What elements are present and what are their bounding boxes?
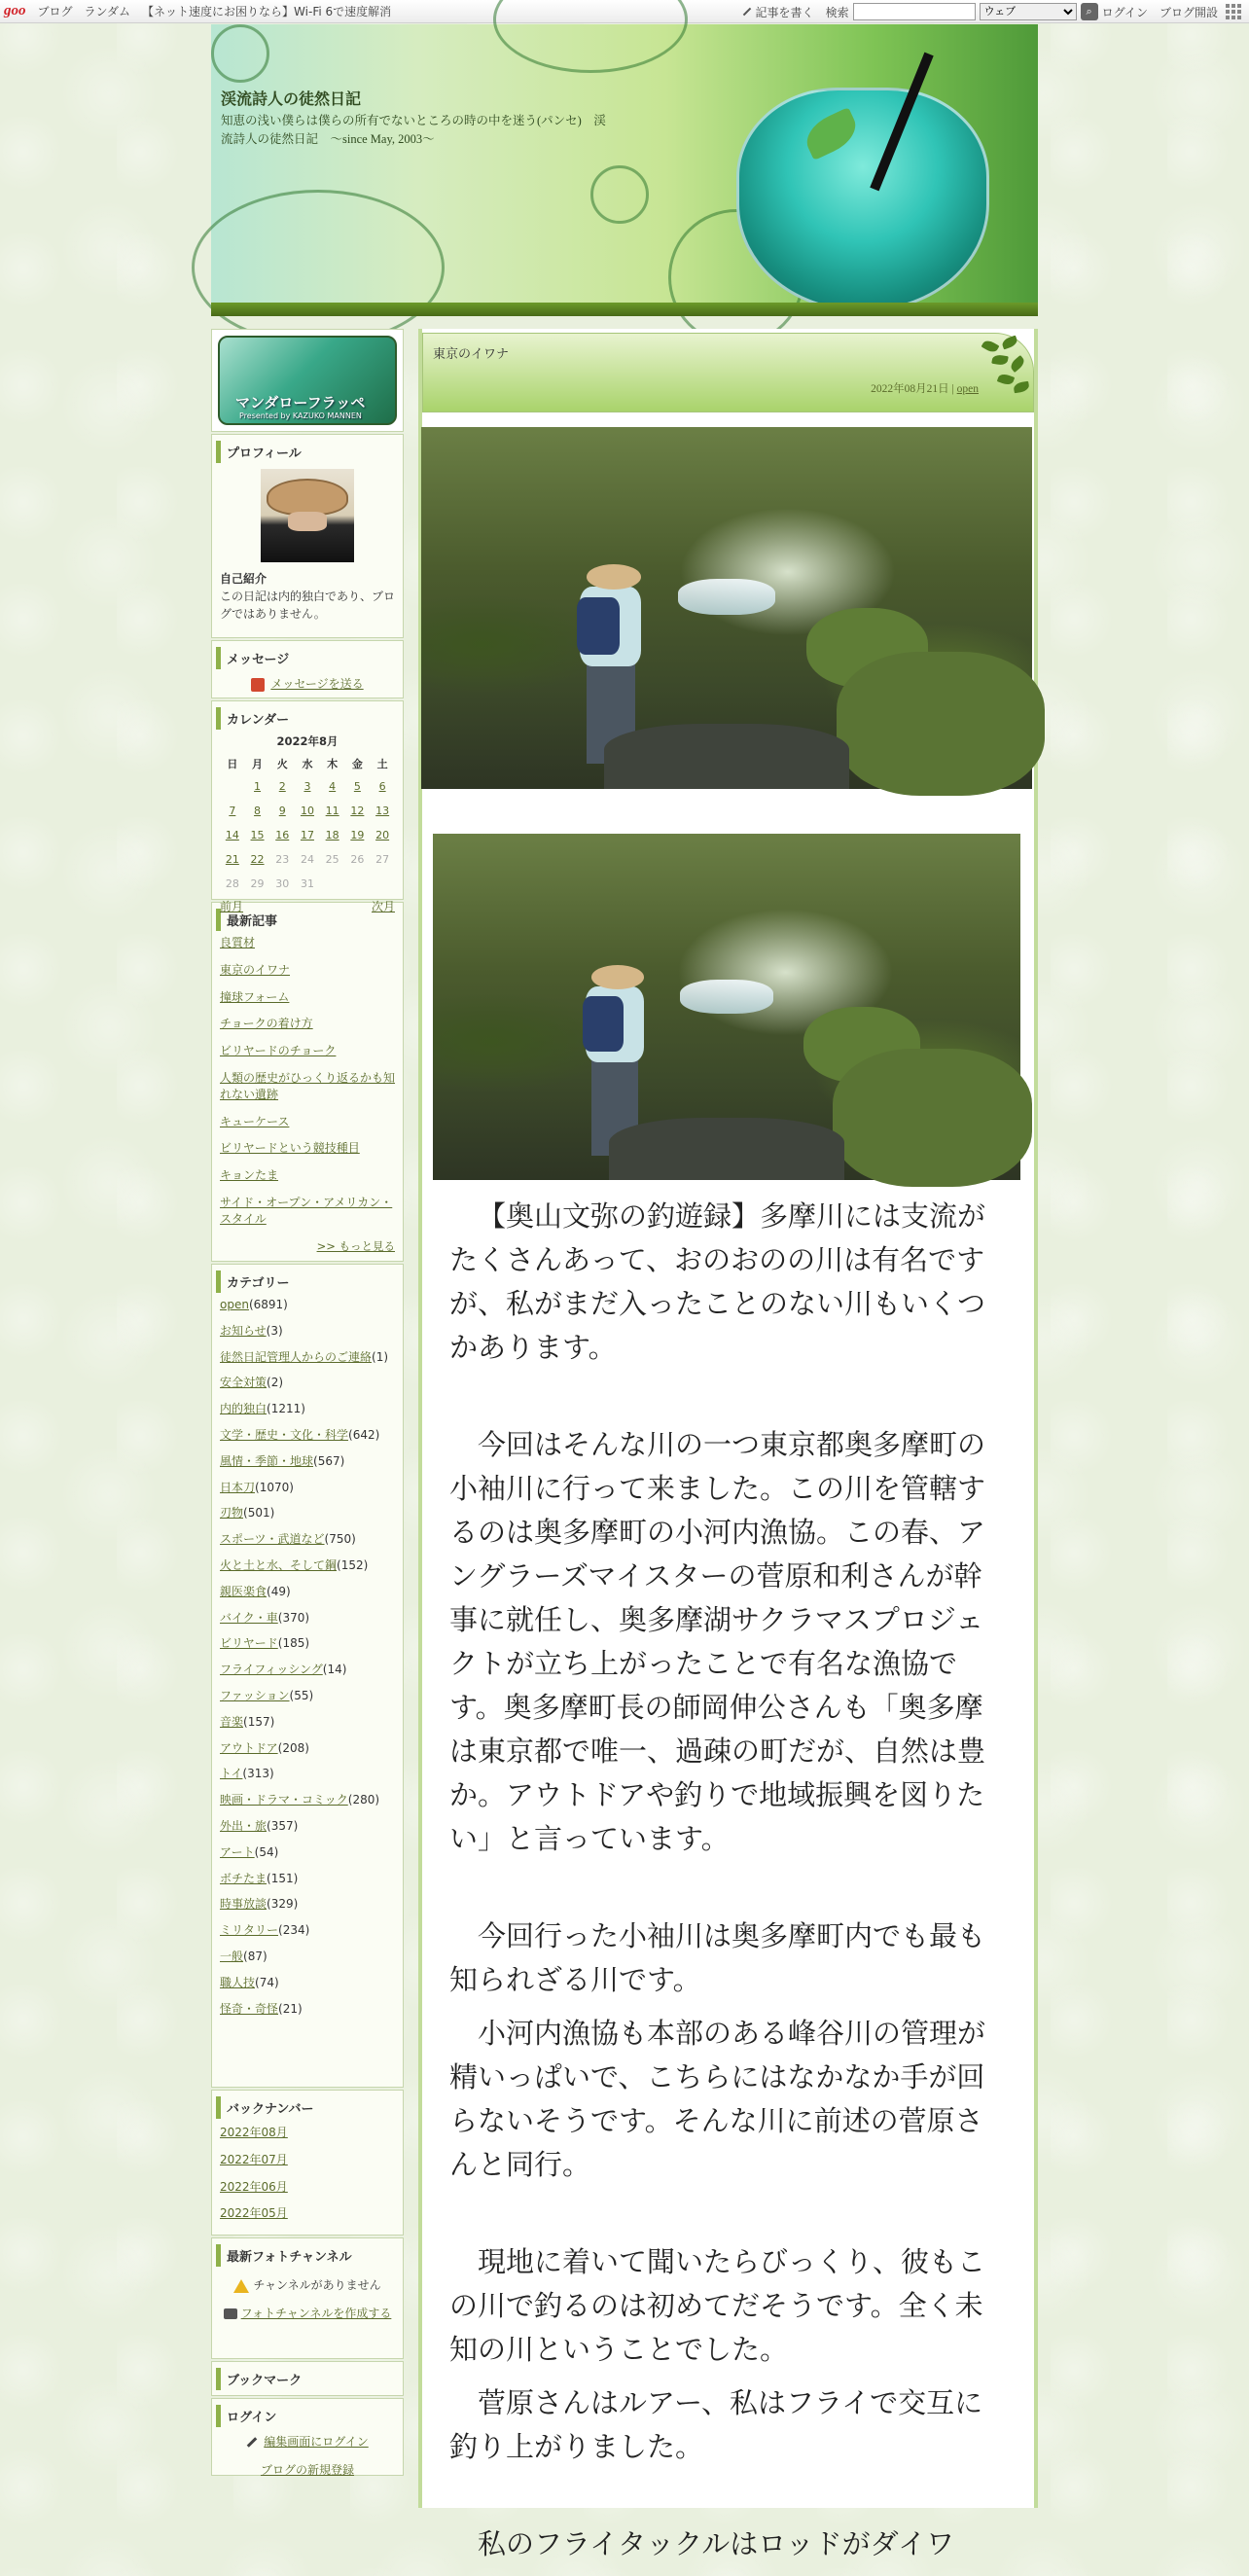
calendar-table — [220, 733, 395, 896]
category-link[interactable]: 親医楽食 — [220, 1584, 268, 1598]
calendar-box — [211, 700, 404, 913]
recent-article-link[interactable]: 東京のイワナ — [220, 962, 291, 977]
meta-separator: | — [951, 383, 954, 395]
calendar-day — [320, 872, 345, 896]
blog-description: 知恵の浅い僕らは僕らの所有でないところの時の中を迷う(パンセ) 渓流詩人の徒然日記 ～since May, 2003～ — [221, 114, 606, 146]
calendar-weekday: 木 — [327, 758, 339, 770]
search-label: 検索 — [825, 5, 849, 19]
category-item — [220, 1949, 395, 1965]
article-paragraph: 今回はそんな川の一つ東京都奥多摩町の小袖川に行って来ました。この川を管轄するのは奥多摩町の小河内漁協。この春、アングラーズマイスターの菅原和利さんが幹事に就任し、奥多摩湖サクラマスプロジェクトが立ち上がったことで有名な漁協です。奥多摩町長の師岡伸公さんも「奥多摩は東京都で唯一、過疎の町だが、自然は豊か。アウトドアや釣りで地域振興を図りたい」と言っています。 — [449, 1428, 986, 1855]
calendar-day[interactable]: 17 — [300, 829, 314, 841]
calendar-day[interactable]: 20 — [375, 829, 390, 841]
category-item — [220, 1635, 395, 1652]
calendar-day[interactable]: 4 — [329, 780, 337, 793]
category-item — [220, 1844, 395, 1861]
category-item — [220, 2001, 395, 2018]
article-paragraph: 菅原さんはルアー、私はフライで交互に釣り上がりました。 — [449, 2386, 983, 2463]
paragraph-spacer — [449, 1379, 994, 1423]
calendar-day: 27 — [375, 853, 390, 866]
category-count: (74) — [255, 1975, 279, 1989]
paragraph-spacer — [449, 1871, 994, 1914]
backnumber-box — [211, 2090, 404, 2236]
calendar-day: 29 — [250, 877, 265, 890]
category-count: (370) — [277, 1610, 310, 1625]
category-count: (1) — [372, 1349, 389, 1364]
category-item — [220, 1610, 395, 1627]
category-link[interactable]: 怪奇・奇怪 — [220, 2001, 279, 2016]
category-link[interactable]: 安全対策 — [220, 1376, 268, 1390]
category-item — [220, 1453, 395, 1470]
register-blog-link[interactable]: ブログの新規登録 — [260, 2463, 354, 2477]
article-paragraph: 現地に着いて聞いたらびっくり、彼もこの川で釣るのは初めてだそうです。全く未知の川ということでした。 — [449, 2245, 986, 2366]
category-item — [220, 1766, 395, 1782]
calendar-day: 24 — [300, 853, 314, 866]
category-count: (501) — [243, 1506, 275, 1521]
category-link[interactable]: 映画・ドラマ・コミック — [220, 1793, 348, 1807]
calendar-day — [220, 774, 245, 799]
calendar-day: 28 — [225, 877, 239, 890]
calendar-day: 26 — [350, 853, 365, 866]
profile-intro-label: 自己紹介 — [220, 572, 268, 586]
category-count: (151) — [267, 1871, 299, 1885]
pen-icon — [247, 2437, 258, 2448]
camera-icon — [224, 2308, 237, 2319]
article-paragraph: 今回行った小袖川は奥多摩町内でも最も知られざる川です。 — [449, 1919, 986, 1996]
mail-icon — [251, 678, 265, 692]
entry-title[interactable]: 東京のイワナ — [433, 346, 510, 361]
create-photo-channel-link[interactable]: フォトチャンネルを作成する — [240, 2307, 392, 2320]
category-item — [220, 1557, 395, 1574]
category-item — [220, 1818, 395, 1835]
blog-header-banner — [211, 24, 1038, 316]
profile-heading: プロフィール — [216, 441, 399, 463]
send-message-link[interactable]: メッセージを送る — [270, 677, 364, 691]
pen-icon — [742, 8, 750, 16]
photo-channel-box — [211, 2237, 404, 2359]
lace-decoration — [590, 165, 649, 224]
profile-box — [211, 434, 404, 638]
toolbar-link-random[interactable]: ランダム — [84, 5, 131, 18]
leaf-decoration-icon — [973, 334, 1031, 398]
category-item — [220, 1792, 395, 1808]
recent-article-link[interactable]: キューケース — [220, 1114, 290, 1128]
stream-photo — [433, 834, 1020, 1180]
category-link[interactable]: 音楽 — [220, 1714, 244, 1729]
blog-title[interactable]: 渓流詩人の徒然日記 — [221, 91, 362, 108]
lace-decoration — [211, 24, 269, 83]
goo-logo[interactable]: goo — [4, 3, 26, 18]
recent-article-link[interactable]: サイド・オープン・アメリカン・スタイル — [220, 1195, 393, 1226]
category-link[interactable]: 徒然日記管理人からのご連絡 — [220, 1349, 373, 1364]
category-count: (55) — [289, 1688, 314, 1702]
edit-login-link[interactable]: 編集画面にログイン — [264, 2435, 369, 2449]
calendar-month: 2022年8月 — [276, 734, 339, 748]
article-paragraph: 【奥山文弥の釣遊録】多摩川には支流がたくさんあって、おのおのの川は有名ですが、私がまだ入ったことのない川もいくつかあります。 — [449, 1199, 986, 1364]
calendar-day — [345, 872, 371, 896]
search-input[interactable] — [853, 3, 976, 20]
category-count: (14) — [322, 1663, 347, 1677]
calendar-next-link[interactable]: 次月 — [371, 900, 395, 913]
category-item — [220, 1323, 395, 1340]
calendar-weekday: 土 — [376, 758, 388, 770]
category-link[interactable]: 職人技 — [220, 1975, 256, 1989]
category-count: (280) — [347, 1793, 380, 1807]
article-paragraph: 小河内漁協も本部のある峰谷川の管理が精いっぱいで、こちらにはなかなか手が回らないそうです。そんな川に前述の菅原さんと同行。 — [449, 2017, 986, 2181]
category-count: (21) — [278, 2001, 303, 2016]
open-blog-link[interactable]: ブログ開設 — [1159, 5, 1218, 19]
login-heading: ログイン — [216, 2405, 399, 2427]
category-item — [220, 1375, 395, 1391]
category-count: (750) — [324, 1532, 356, 1547]
calendar-day[interactable]: 15 — [250, 829, 265, 841]
recent-article-link[interactable]: ビリヤードのチョーク — [220, 1044, 337, 1058]
calendar-day[interactable]: 6 — [378, 780, 386, 793]
warning-icon — [233, 2279, 249, 2293]
category-count: (54) — [254, 1844, 279, 1859]
category-link[interactable]: ファッション — [220, 1688, 290, 1702]
toolbar-link-blog[interactable]: ブログ — [37, 5, 73, 18]
category-count: (185) — [277, 1636, 310, 1651]
calendar-weekday: 水 — [302, 758, 313, 770]
article-body — [449, 1195, 994, 2576]
category-item — [220, 1349, 395, 1366]
calendar-prev-link[interactable]: 前月 — [220, 900, 244, 913]
category-item — [220, 1427, 395, 1444]
calendar-day[interactable]: 2 — [278, 780, 286, 793]
apps-grid-icon[interactable] — [1226, 4, 1241, 19]
category-count: (642) — [348, 1427, 380, 1442]
search-button[interactable]: ⌕ — [1081, 3, 1098, 20]
recent-article-link[interactable]: キョンたま — [220, 1168, 279, 1183]
calendar-day[interactable]: 21 — [225, 853, 239, 866]
recent-articles-box — [211, 902, 404, 1262]
category-link[interactable]: 内的独白 — [220, 1402, 268, 1416]
category-item — [220, 1975, 395, 1991]
calendar-day[interactable]: 8 — [254, 805, 262, 817]
more-articles-link[interactable]: >> もっと見る — [316, 1238, 395, 1253]
category-count: (329) — [267, 1897, 299, 1912]
backnumber-link[interactable]: 2022年06月 — [220, 2179, 288, 2194]
category-item — [220, 1688, 395, 1704]
calendar-weekday: 月 — [252, 758, 264, 770]
category-item — [220, 1922, 395, 1939]
category-link[interactable]: アウトドア — [220, 1740, 278, 1755]
calendar-day[interactable]: 19 — [350, 829, 365, 841]
category-item — [220, 1297, 395, 1313]
photo-channel-heading: 最新フォトチャンネル — [216, 2244, 399, 2267]
paragraph-spacer — [449, 2479, 994, 2522]
calendar-day: 25 — [325, 853, 339, 866]
no-channel-text: チャンネルがありません — [253, 2278, 381, 2292]
category-link[interactable]: 外出・旅 — [220, 1818, 268, 1833]
category-item — [220, 1584, 395, 1600]
calendar-day[interactable]: 13 — [375, 805, 390, 817]
category-count: (6891) — [248, 1298, 288, 1311]
calendar-day[interactable]: 18 — [325, 829, 339, 841]
category-count: (234) — [278, 1923, 310, 1938]
login-box — [211, 2398, 404, 2476]
category-count: (3) — [266, 1323, 283, 1338]
category-link[interactable]: 文学・歴史・文化・科学 — [220, 1427, 349, 1442]
category-count: (87) — [243, 1949, 268, 1963]
category-link[interactable]: スポーツ・武道など — [220, 1532, 325, 1547]
calendar-day: 31 — [300, 877, 314, 890]
category-count: (152) — [337, 1557, 369, 1572]
category-count: (157) — [243, 1714, 275, 1729]
category-item — [220, 1740, 395, 1757]
paragraph-spacer — [449, 2197, 994, 2240]
recent-heading: 最新記事 — [216, 909, 399, 931]
stream-photo-large — [421, 427, 1032, 789]
category-link[interactable]: 日本刀 — [220, 1480, 256, 1494]
backnumber-link[interactable]: 2022年07月 — [220, 2152, 288, 2166]
category-box — [211, 1264, 404, 2088]
header-bottom-bar — [211, 303, 1038, 316]
entry-meta — [871, 380, 979, 396]
category-link[interactable]: 火と土と水、そして鋼 — [220, 1557, 338, 1572]
category-link[interactable]: open — [220, 1298, 249, 1311]
category-link[interactable]: フライフィッシング — [220, 1663, 323, 1677]
calendar-day[interactable]: 3 — [303, 780, 311, 793]
category-item — [220, 1505, 395, 1521]
backnumber-link[interactable]: 2022年08月 — [220, 2126, 288, 2139]
category-count: (567) — [313, 1453, 345, 1468]
recent-article-link[interactable]: 撞球フォーム — [220, 989, 290, 1004]
category-count: (357) — [267, 1818, 299, 1833]
message-heading: メッセージ — [216, 647, 399, 669]
category-count: (208) — [277, 1740, 309, 1755]
category-link[interactable]: ボチたま — [220, 1871, 268, 1885]
write-article-link[interactable]: 記事を書く — [755, 5, 814, 19]
profile-intro-text: この日記は内的独白であり、ブログではありません。 — [220, 590, 396, 621]
category-heading: カテゴリー — [216, 1270, 399, 1293]
bookmark-box — [211, 2361, 404, 2396]
sidebar-banner[interactable] — [211, 329, 404, 432]
calendar-day: 23 — [275, 853, 290, 866]
category-item — [220, 1896, 395, 1913]
entry-date: 2022年08月21日 — [871, 383, 949, 395]
category-link[interactable]: トイ — [220, 1767, 243, 1781]
category-count: (1211) — [267, 1402, 305, 1416]
calendar-day[interactable]: 9 — [278, 805, 286, 817]
search-scope-select[interactable] — [980, 3, 1077, 20]
frappe-glass-image — [736, 88, 989, 311]
backnumber-heading: バックナンバー — [216, 2096, 399, 2119]
entry-header — [422, 333, 1034, 412]
login-link[interactable]: ログイン — [1101, 5, 1148, 19]
lace-decoration — [192, 190, 445, 345]
category-link[interactable]: 時事放談 — [220, 1897, 268, 1912]
category-link[interactable]: バイク・車 — [220, 1610, 278, 1625]
toolbar-ad-link[interactable]: 【ネット速度にお困りなら】Wi-Fi 6で速度解消 — [142, 5, 392, 18]
category-link[interactable]: 一般 — [220, 1949, 244, 1963]
recent-article-link[interactable]: チョークの着け方 — [220, 1017, 313, 1031]
calendar-weekday: 日 — [227, 758, 238, 770]
category-link[interactable]: 刃物 — [220, 1506, 244, 1521]
category-link[interactable]: アート — [220, 1844, 255, 1859]
category-link[interactable]: ミリタリー — [220, 1923, 279, 1938]
calendar-day — [370, 872, 395, 896]
category-count: (1070) — [255, 1480, 294, 1494]
article-paragraph: 私のフライタックルはロッドがダイワ — [478, 2527, 955, 2560]
lace-decoration — [493, 0, 688, 73]
category-item — [220, 1662, 395, 1678]
category-item — [220, 1480, 395, 1496]
category-link[interactable]: 風情・季節・地球 — [220, 1453, 314, 1468]
calendar-weekday: 火 — [276, 758, 288, 770]
calendar-day[interactable]: 22 — [250, 853, 265, 866]
category-count: (313) — [242, 1767, 274, 1781]
calendar-day[interactable]: 12 — [350, 805, 365, 817]
entry-category-link[interactable]: open — [956, 383, 979, 395]
category-item — [220, 1714, 395, 1731]
calendar-day: 30 — [275, 877, 290, 890]
calendar-day[interactable]: 7 — [229, 805, 236, 817]
bookmark-heading: ブックマーク — [216, 2368, 399, 2390]
category-item — [220, 1401, 395, 1417]
calendar-day[interactable]: 5 — [353, 780, 361, 793]
calendar-day[interactable]: 11 — [325, 805, 339, 817]
calendar-heading: カレンダー — [216, 707, 399, 730]
category-count: (49) — [267, 1584, 291, 1598]
sidebar — [211, 329, 404, 2476]
category-count: (2) — [267, 1376, 284, 1390]
avatar[interactable] — [261, 469, 354, 562]
calendar-day[interactable]: 1 — [254, 780, 262, 793]
recent-article-link[interactable]: 良質材 — [220, 936, 256, 949]
banner-subtitle: Presented by KAZUKO MANNEN — [239, 411, 362, 420]
recent-article-link[interactable]: ビリヤードという競技種目 — [220, 1141, 360, 1156]
calendar-weekday: 金 — [351, 758, 363, 770]
calendar-day[interactable]: 16 — [275, 829, 290, 841]
category-item — [220, 1531, 395, 1548]
category-item — [220, 1871, 395, 1887]
message-box — [211, 640, 404, 698]
calendar-day[interactable]: 10 — [300, 805, 314, 817]
category-link[interactable]: お知らせ — [220, 1323, 267, 1338]
backnumber-link[interactable]: 2022年05月 — [220, 2206, 288, 2221]
recent-article-link[interactable]: 人類の歴史がひっくり返るかも知れない遺跡 — [220, 1070, 396, 1101]
banner-title: マンダローフラッペ — [235, 394, 366, 411]
calendar-day[interactable]: 14 — [225, 829, 239, 841]
category-link[interactable]: ビリヤード — [220, 1636, 278, 1651]
